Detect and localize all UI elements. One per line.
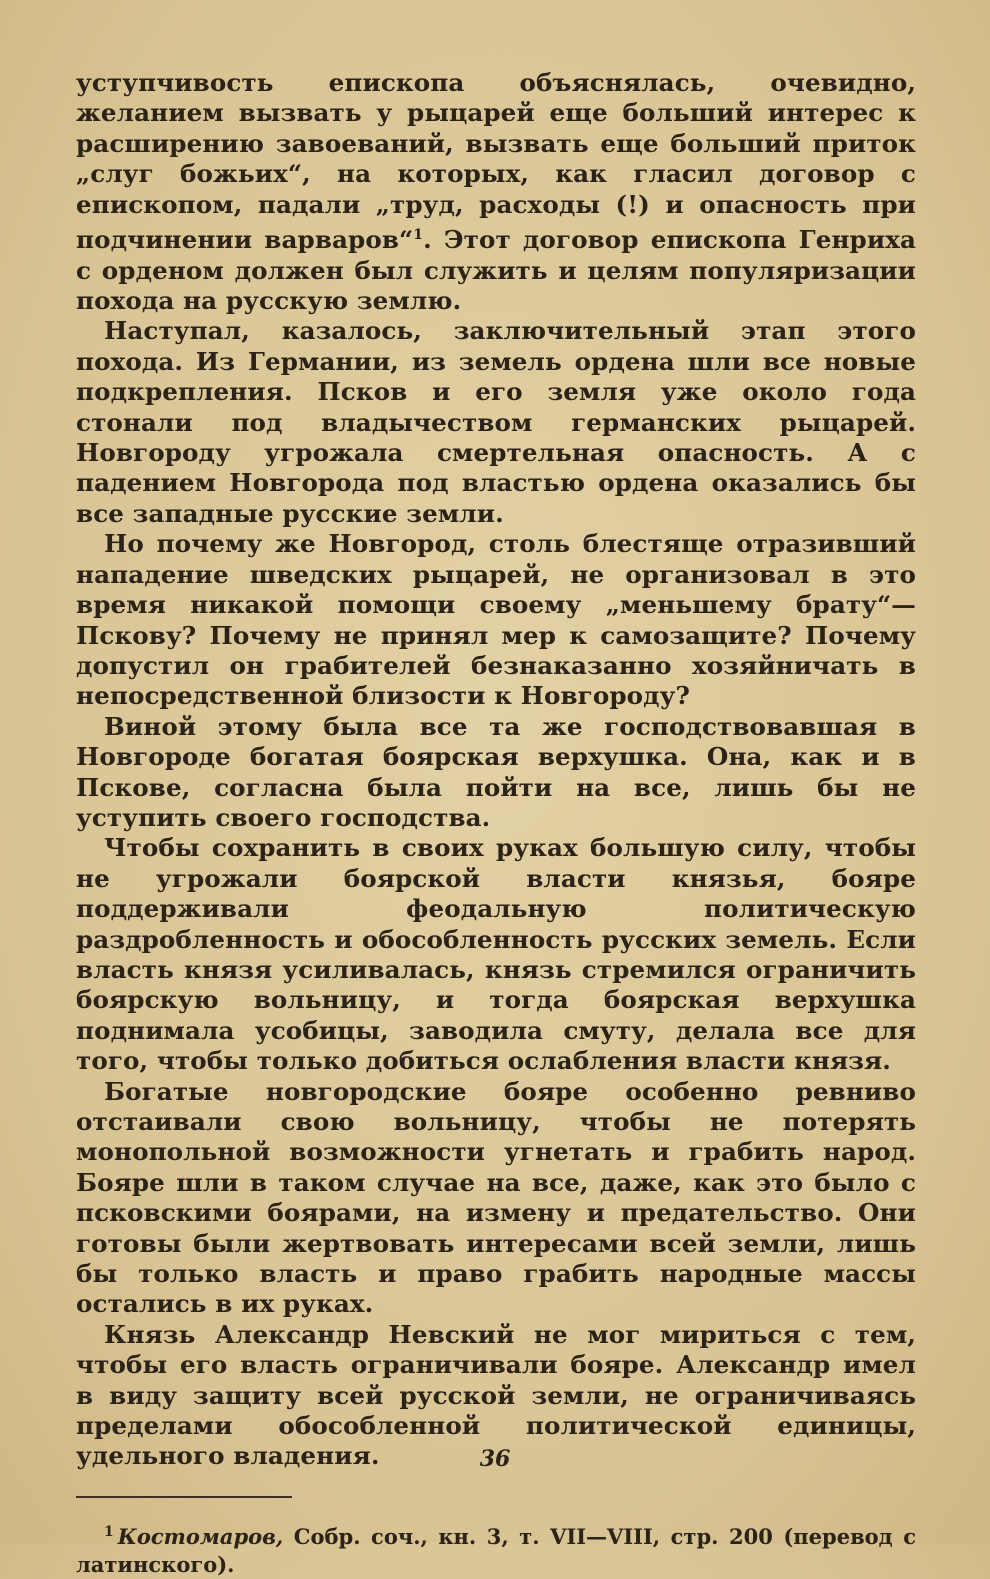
paragraph-7: Князь Александр Невский не мог мириться с тем, чтобы его власть ограничивали бояре. Александр имел в виду защиту всей русской земли, не ограничиваясь пределами обособленной политической единицы, удельного владения. [76,1319,916,1471]
footnote-divider [76,1496,292,1498]
footnote-author: Костомаров, [117,1523,284,1549]
paragraph-1-text-end: . Этот договор епископа Генриха с орденом должен был служить и целям популяризации похода на русскую землю. [76,225,916,316]
paragraph-2: Наступал, казалось, заключительный этап этого похода. Из Германии, из земель ордена шли все новые подкрепления. Псков и его земля уже около года стонали под владычеством германских рыцарей. Новгороду угрожала смертельная опасность. А с падением Новгорода под властью ордена оказались бы все западные русские земли. [76,316,916,528]
footnote-mark: 1 [104,1523,114,1540]
paragraph-5: Чтобы сохранить в своих руках большую силу, чтобы не угрожали боярской власти князья, бояре поддерживали феодальную политическую раздробленность и обособленность русских земель. Если власть князя усиливалась, князь стремился ограничить боярскую вольницу, и тогда боярская верхушка поднимала усобицы, заводила смуту, делала все для того, чтобы только добиться ослабления власти князя. [76,833,916,1076]
paragraph-3: Но почему же Новгород, столь блестяще отразивший нападение шведских рыцарей, не организовал в это время никакой помощи своему „меньшему брату“—Пскову? Почему не принял мер к самозащите? Почему допустил он грабителей безнаказанно хозяйничать в непосредственной близости к Новгороду? [76,529,916,711]
paragraph-1-text: уступчивость епископа объяснялась, очевидно, желанием вызвать у рыцарей еще больший интерес к расширению завоеваний, вызвать еще больший приток „слуг божьих“, на которых, как гласил договор с епископом, падали „труд, расходы (!) и опасность при подчинении варваров“ [76,68,916,255]
page-number: 36 [479,1446,511,1472]
paragraph-6: Богатые новгородские бояре особенно ревниво отстаивали свою вольницу, чтобы не потерять монопольной возможности угнетать и грабить народ. Бояре шли в таком случае на все, даже, как это было с псковскими боярами, на измену и предательство. Они готовы были жертвовать интересами всей земли, лишь бы только власть и право грабить народные массы остались в их руках. [76,1076,916,1319]
paragraph-1 [76,68,916,316]
footnote-text: Собр. соч., кн. 3, т. VII—VIII, стр. 200 (перевод с латинского). [76,1523,916,1577]
footnote-reference[interactable]: 1 [413,227,424,244]
paragraph-4: Виной этому была все та же господствовавшая в Новгороде богатая боярская верхушка. Она, как и в Пскове, согласна была пойти на все, лишь бы не уступить своего господства. [76,711,916,832]
footnote [76,1518,916,1579]
body-text [76,68,916,1472]
